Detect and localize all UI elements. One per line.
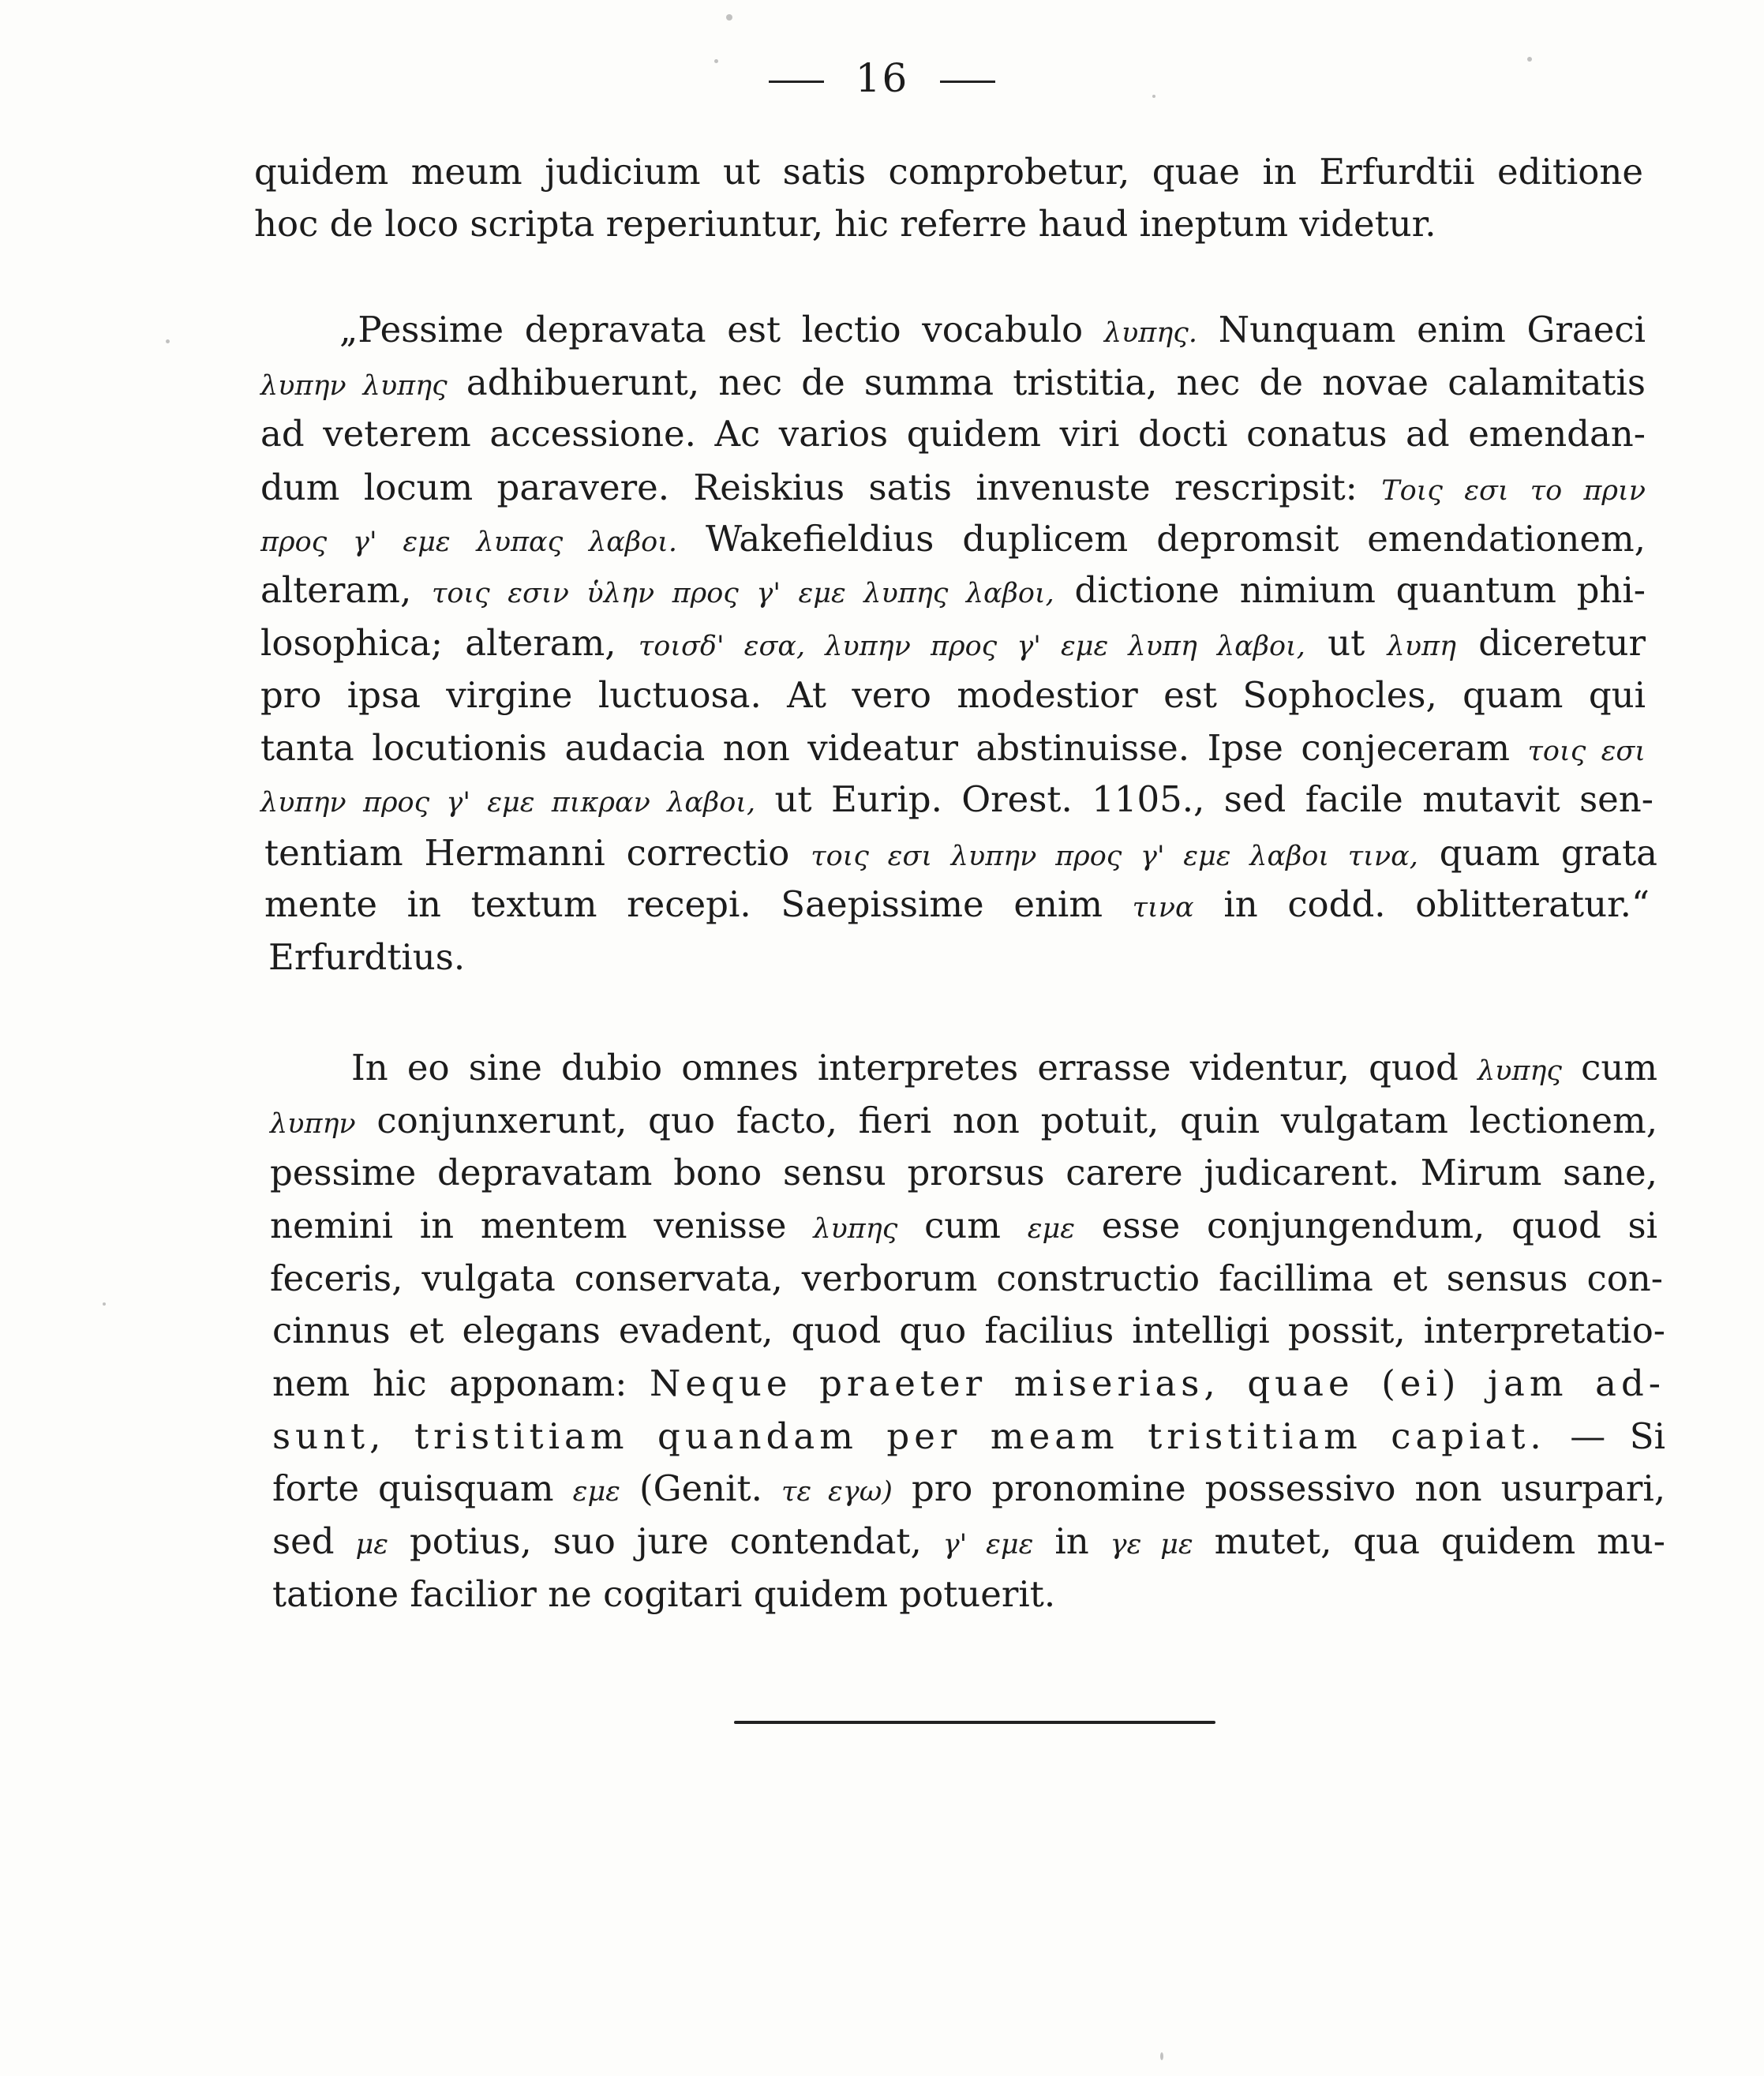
text: forte quisquam bbox=[272, 1467, 554, 1509]
greek-text: Τοις εσι το πριν bbox=[1381, 475, 1646, 507]
greek-text: προς γ' εμε λυπας λαβοι. bbox=[260, 526, 677, 558]
greek-text: τινα bbox=[1132, 892, 1194, 924]
greek-text: τοις εσι λυπην προς γ' εμε λαβοι τινα, bbox=[811, 841, 1418, 872]
greek-text: τοισδ' εσα, λυπην προς γ' εμε λυπη λαβοι, bbox=[638, 631, 1305, 662]
p2-line-13: Erfurdtius. bbox=[268, 936, 466, 978]
p3-line-10 bbox=[272, 1520, 1665, 1567]
greek-text: γε με bbox=[1110, 1529, 1193, 1561]
greek-text: λυπης bbox=[813, 1213, 898, 1245]
greek-text: γ' εμε bbox=[942, 1529, 1034, 1561]
text: conjunxerunt, quo facto, fieri non potuit, quin vulgatam lectionem, bbox=[376, 1100, 1657, 1141]
greek-text: τοις εσιν ὑλην προς γ' εμε λυπης λαβοι, bbox=[431, 578, 1054, 609]
text: esse conjungendum, quod si bbox=[1101, 1205, 1657, 1246]
greek-text: λυπην λυπης bbox=[260, 370, 448, 402]
text: losophica; alteram, bbox=[260, 622, 616, 664]
text: mutet, qua quidem mu- bbox=[1214, 1520, 1665, 1562]
greek-text: λυπην προς γ' εμε πικραν λαβοι, bbox=[260, 787, 756, 819]
paper-speck bbox=[166, 339, 170, 343]
header-dash-left bbox=[769, 81, 824, 83]
p3-line-3: pessime depravatam bono sensu prorsus carere judicarent. Mirum sane, bbox=[270, 1152, 1657, 1194]
text: cum bbox=[1581, 1047, 1658, 1089]
greek-text: τε εγω) bbox=[781, 1476, 893, 1508]
p1-line-2: hoc de loco scripta reperiuntur, hic referre haud ineptum videtur. bbox=[254, 203, 1436, 245]
p2-line-4 bbox=[260, 466, 1646, 513]
text: adhibuerunt, nec de summa tristitia, nec de novae calamitatis bbox=[466, 362, 1646, 403]
greek-text: λυπην bbox=[270, 1108, 356, 1140]
p3-line-9 bbox=[272, 1467, 1665, 1514]
text: Wakefieldius duplicem depromsit emendationem, bbox=[705, 518, 1646, 560]
p3-line-11: tatione facilior ne cogitari quidem potuerit. bbox=[272, 1573, 1056, 1615]
spaced-text: Neque praeter miserias, quae (ei) jam ad- bbox=[650, 1362, 1665, 1404]
text: mente in textum recepi. Saepissime enim bbox=[264, 883, 1103, 925]
p2-line-12 bbox=[264, 882, 1650, 930]
text: in bbox=[1054, 1520, 1089, 1562]
page-header bbox=[0, 55, 1764, 101]
text: dum locum paravere. Reiskius satis invenuste rescripsit: bbox=[260, 467, 1358, 508]
paper-speck bbox=[726, 14, 732, 21]
greek-text: τοις εσι bbox=[1527, 736, 1646, 767]
spaced-text: sunt, tristitiam quandam per meam tristitiam capiat. bbox=[272, 1415, 1546, 1457]
p3-line-7 bbox=[272, 1362, 1665, 1406]
p2-line-11 bbox=[264, 831, 1657, 879]
text: nemini in mentem venisse bbox=[270, 1205, 787, 1246]
text: in codd. oblitteratur.“ bbox=[1223, 883, 1650, 925]
p3-line-8 bbox=[272, 1415, 1665, 1459]
greek-text: λυπης bbox=[1477, 1055, 1562, 1087]
text: „Pessime depravata est lectio vocabulo bbox=[339, 309, 1084, 350]
text: dictione nimium quantum phi- bbox=[1074, 569, 1646, 611]
p2-line-7 bbox=[260, 621, 1646, 669]
text: diceretur bbox=[1478, 622, 1646, 664]
p2-line-6 bbox=[260, 568, 1646, 616]
text: cum bbox=[924, 1205, 1001, 1246]
paper-speck bbox=[103, 1302, 106, 1306]
p2-line-3: ad veterem accessione. Ac varios quidem viri docti conatus ad emendan- bbox=[260, 413, 1646, 455]
p2-line-10 bbox=[260, 778, 1654, 825]
text: pro pronomine possessivo non usurpari, bbox=[911, 1467, 1666, 1509]
greek-text: με bbox=[355, 1529, 389, 1561]
text: potius, suo jure contendat, bbox=[409, 1520, 922, 1562]
p2-line-1 bbox=[339, 308, 1646, 355]
text: — Si bbox=[1570, 1415, 1666, 1457]
greek-text: λυπης. bbox=[1103, 317, 1198, 349]
greek-text: λυπη bbox=[1387, 631, 1456, 662]
p3-line-5: feceris, vulgata conservata, verborum constructio facillima et sensus con- bbox=[270, 1257, 1663, 1299]
end-rule bbox=[734, 1721, 1215, 1724]
p2-line-2 bbox=[260, 361, 1646, 408]
p3-line-1 bbox=[351, 1046, 1657, 1093]
paper-speck bbox=[1160, 2052, 1163, 2060]
text: nem hic apponam: bbox=[272, 1362, 627, 1404]
text: tentiam Hermanni correctio bbox=[264, 832, 790, 874]
greek-text: εμε bbox=[572, 1476, 620, 1508]
text: tanta locutionis audacia non videatur abstinuisse. Ipse conjeceram bbox=[260, 727, 1511, 769]
greek-text: εμε bbox=[1027, 1213, 1076, 1245]
p2-line-5 bbox=[260, 517, 1646, 564]
p3-line-4 bbox=[270, 1204, 1657, 1251]
text: In eo sine dubio omnes interpretes errasse videntur, quod bbox=[351, 1047, 1459, 1089]
p2-line-9 bbox=[260, 726, 1646, 774]
text: alteram, bbox=[260, 569, 412, 611]
text: quam grata bbox=[1439, 832, 1657, 874]
p1-line-1: quidem meum judicium ut satis comprobetur, quae in Erfurdtii editione bbox=[254, 151, 1643, 193]
text: sed bbox=[272, 1520, 335, 1562]
text: ut Eurip. Orest. 1105., sed facile mutavit sen- bbox=[774, 778, 1654, 820]
text: Nunquam enim Graeci bbox=[1218, 309, 1646, 350]
header-dash-right bbox=[940, 81, 995, 83]
text: ut bbox=[1328, 622, 1365, 664]
p2-line-8: pro ipsa virgine luctuosa. At vero modestior est Sophocles, quam qui bbox=[260, 674, 1646, 716]
p3-line-6: cinnus et elegans evadent, quod quo facilius intelligi possit, interpretatio- bbox=[272, 1310, 1665, 1351]
page-number: 16 bbox=[855, 55, 909, 101]
text: (Genit. bbox=[639, 1467, 762, 1509]
p3-line-2 bbox=[270, 1099, 1657, 1146]
